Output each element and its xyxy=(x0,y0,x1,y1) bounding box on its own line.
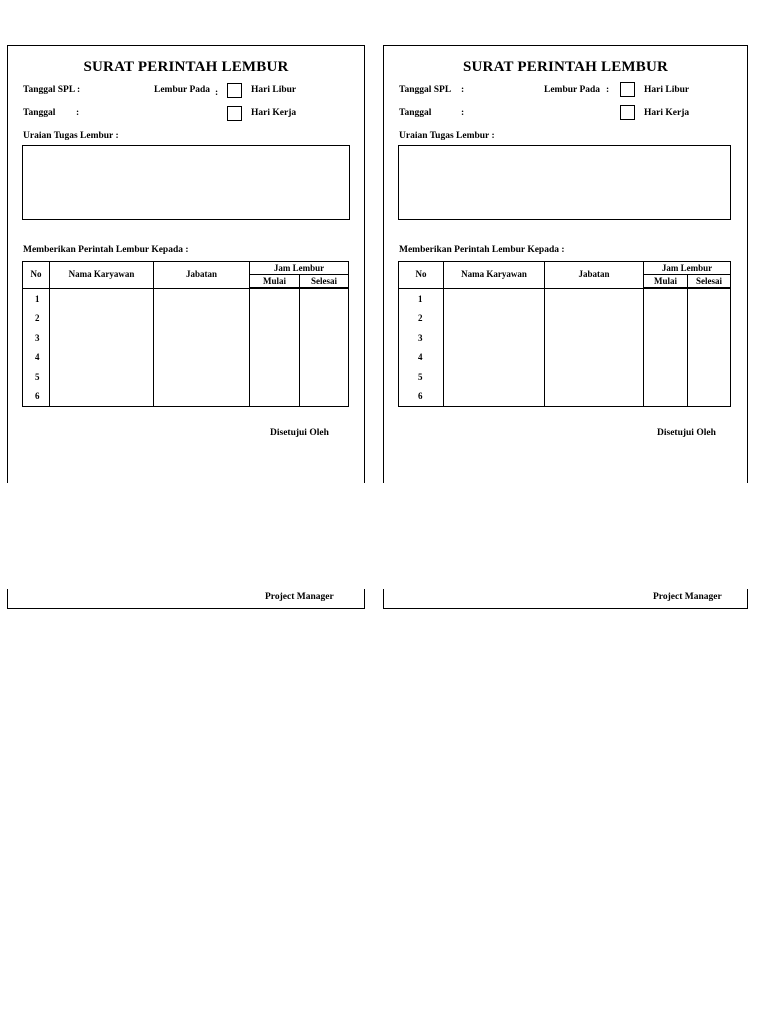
col-header-selesai: Selesai xyxy=(300,275,349,289)
cell-mulai[interactable] xyxy=(250,367,300,387)
cell-mulai[interactable] xyxy=(644,328,688,348)
uraian-tugas-textbox[interactable] xyxy=(22,145,350,220)
col-header-nama-karyawan: Nama Karyawan xyxy=(50,262,154,289)
tanggal-spl-colon: : xyxy=(461,85,465,95)
cell-jabatan[interactable] xyxy=(545,309,644,329)
disetujui-oleh-label: Disetujui Oleh xyxy=(657,428,716,438)
cell-jabatan[interactable] xyxy=(154,309,250,329)
overtime-employee-table xyxy=(398,261,731,407)
table-row xyxy=(399,387,731,407)
cell-nama[interactable] xyxy=(444,348,545,368)
memberikan-perintah-label: Memberikan Perintah Lembur Kepada : xyxy=(23,245,189,255)
overtime-form-left xyxy=(7,45,365,608)
cell-jabatan[interactable] xyxy=(545,348,644,368)
col-header-mulai: Mulai xyxy=(250,275,300,289)
cell-jabatan[interactable] xyxy=(545,367,644,387)
col-header-no: No xyxy=(23,262,50,289)
tanggal-label: Tanggal xyxy=(23,108,56,118)
form-title: SURAT PERINTAH LEMBUR xyxy=(83,59,289,75)
cell-mulai[interactable] xyxy=(644,309,688,329)
hari-libur-label: Hari Libur xyxy=(644,85,690,95)
cell-selesai[interactable] xyxy=(300,288,349,309)
cell-jabatan[interactable] xyxy=(545,288,644,309)
overtime-employee-table xyxy=(22,261,349,407)
cell-selesai[interactable] xyxy=(300,387,349,407)
table-row xyxy=(399,328,731,348)
cell-nama[interactable] xyxy=(444,387,545,407)
disetujui-oleh-label: Disetujui Oleh xyxy=(270,428,329,438)
row-number: 6 xyxy=(399,387,444,407)
table-row xyxy=(23,288,349,309)
form-border-right-bottom xyxy=(364,589,365,608)
tanggal-spl-label: Tanggal SPL : xyxy=(23,85,81,95)
cell-mulai[interactable] xyxy=(644,348,688,368)
row-number: 3 xyxy=(23,328,50,348)
cell-nama[interactable] xyxy=(444,328,545,348)
table-row xyxy=(399,348,731,368)
cell-jabatan[interactable] xyxy=(154,367,250,387)
tanggal-label: Tanggal xyxy=(399,108,432,118)
table-row xyxy=(23,328,349,348)
hari-kerja-checkbox[interactable] xyxy=(227,106,242,121)
col-header-jam-lembur: Jam Lembur xyxy=(250,262,349,275)
cell-mulai[interactable] xyxy=(250,348,300,368)
tanggal-colon: : xyxy=(461,108,465,118)
form-border-left-bottom xyxy=(383,589,384,608)
row-number: 5 xyxy=(23,367,50,387)
hari-libur-checkbox[interactable] xyxy=(620,82,635,97)
cell-selesai[interactable] xyxy=(300,328,349,348)
row-number: 1 xyxy=(399,288,444,309)
uraian-tugas-textbox[interactable] xyxy=(398,145,731,220)
cell-nama[interactable] xyxy=(444,309,545,329)
cell-mulai[interactable] xyxy=(250,387,300,407)
cell-nama[interactable] xyxy=(50,288,154,309)
row-number: 1 xyxy=(23,288,50,309)
row-number: 5 xyxy=(399,367,444,387)
form-border-right xyxy=(364,45,365,483)
form-border-right-bottom xyxy=(747,589,748,608)
form-border-bottom xyxy=(7,608,365,609)
table-row xyxy=(23,348,349,368)
cell-mulai[interactable] xyxy=(644,387,688,407)
table-row xyxy=(399,367,731,387)
cell-mulai[interactable] xyxy=(250,309,300,329)
form-border-top xyxy=(7,45,365,46)
cell-selesai[interactable] xyxy=(688,288,731,309)
tanggal-colon: : xyxy=(76,108,80,118)
cell-nama[interactable] xyxy=(50,367,154,387)
cell-selesai[interactable] xyxy=(300,367,349,387)
lembur-pada-colon: : xyxy=(215,88,219,98)
row-number: 3 xyxy=(399,328,444,348)
table-row xyxy=(399,309,731,329)
cell-nama[interactable] xyxy=(50,387,154,407)
cell-selesai[interactable] xyxy=(688,328,731,348)
col-header-nama-karyawan: Nama Karyawan xyxy=(444,262,545,289)
signer-title: Project Manager xyxy=(265,592,334,602)
memberikan-perintah-label: Memberikan Perintah Lembur Kepada : xyxy=(399,245,565,255)
cell-jabatan[interactable] xyxy=(154,387,250,407)
form-border-right xyxy=(747,45,748,483)
cell-selesai[interactable] xyxy=(688,309,731,329)
row-number: 4 xyxy=(23,348,50,368)
row-number: 2 xyxy=(23,309,50,329)
row-number: 2 xyxy=(399,309,444,329)
col-header-no: No xyxy=(399,262,444,289)
cell-selesai[interactable] xyxy=(688,367,731,387)
signer-title: Project Manager xyxy=(653,592,722,602)
lembur-pada-colon: : xyxy=(606,85,610,95)
row-number: 6 xyxy=(23,387,50,407)
col-header-jabatan: Jabatan xyxy=(154,262,250,289)
col-header-selesai: Selesai xyxy=(688,275,731,289)
col-header-jabatan: Jabatan xyxy=(545,262,644,289)
cell-jabatan[interactable] xyxy=(545,328,644,348)
cell-nama[interactable] xyxy=(444,288,545,309)
form-title: SURAT PERINTAH LEMBUR xyxy=(462,59,669,75)
uraian-tugas-label: Uraian Tugas Lembur : xyxy=(23,131,119,141)
row-number: 4 xyxy=(399,348,444,368)
cell-nama[interactable] xyxy=(50,309,154,329)
cell-mulai[interactable] xyxy=(250,328,300,348)
form-border-left xyxy=(383,45,384,483)
form-border-left-bottom xyxy=(7,589,8,608)
lembur-pada-label: Lembur Pada xyxy=(544,85,601,95)
table-row xyxy=(399,288,731,309)
cell-selesai[interactable] xyxy=(688,387,731,407)
cell-mulai[interactable] xyxy=(250,288,300,309)
cell-selesai[interactable] xyxy=(300,348,349,368)
cell-selesai[interactable] xyxy=(300,309,349,329)
hari-kerja-checkbox[interactable] xyxy=(620,105,635,120)
cell-mulai[interactable] xyxy=(644,288,688,309)
cell-nama[interactable] xyxy=(444,367,545,387)
form-border-left xyxy=(7,45,8,483)
form-border-top xyxy=(383,45,748,46)
cell-nama[interactable] xyxy=(50,328,154,348)
overtime-form-right xyxy=(383,45,748,608)
cell-jabatan[interactable] xyxy=(154,288,250,309)
table-row xyxy=(23,309,349,329)
hari-libur-checkbox[interactable] xyxy=(227,83,242,98)
hari-libur-label: Hari Libur xyxy=(251,85,297,95)
form-border-bottom xyxy=(383,608,748,609)
tanggal-spl-label: Tanggal SPL xyxy=(399,85,452,95)
col-header-jam-lembur: Jam Lembur xyxy=(644,262,731,275)
table-row xyxy=(23,387,349,407)
table-row xyxy=(23,367,349,387)
uraian-tugas-label: Uraian Tugas Lembur : xyxy=(399,131,495,141)
lembur-pada-label: Lembur Pada xyxy=(154,85,211,95)
cell-jabatan[interactable] xyxy=(154,328,250,348)
cell-mulai[interactable] xyxy=(644,367,688,387)
cell-nama[interactable] xyxy=(50,348,154,368)
cell-selesai[interactable] xyxy=(688,348,731,368)
hari-kerja-label: Hari Kerja xyxy=(644,108,690,118)
cell-jabatan[interactable] xyxy=(545,387,644,407)
cell-jabatan[interactable] xyxy=(154,348,250,368)
hari-kerja-label: Hari Kerja xyxy=(251,108,297,118)
col-header-mulai: Mulai xyxy=(644,275,688,289)
